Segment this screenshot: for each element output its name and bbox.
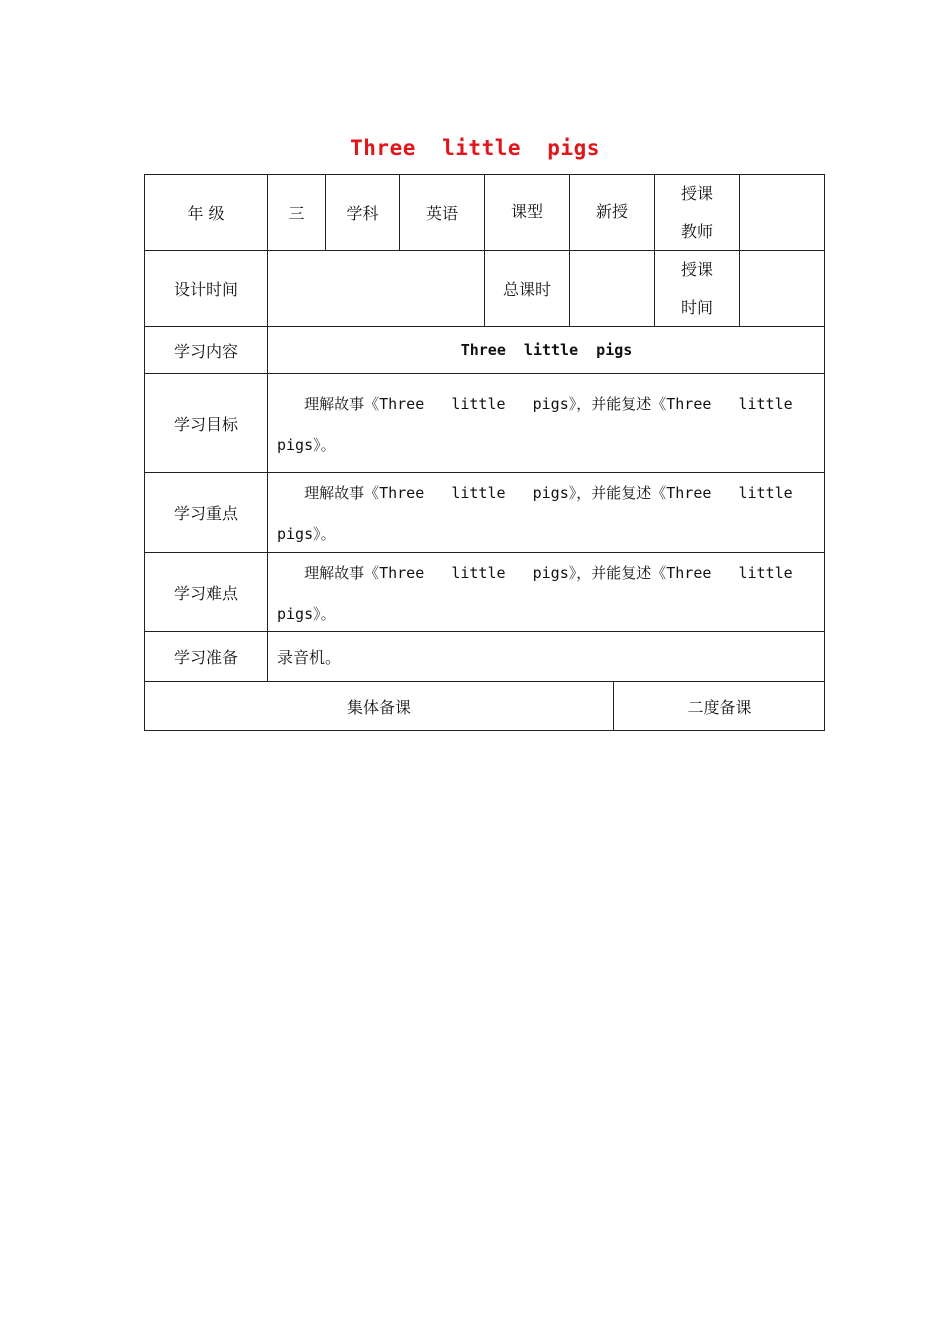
lesson-plan-table <box>144 174 825 731</box>
goal-label: 学习目标 <box>145 374 268 473</box>
teacher-label-line2: 教师 <box>680 221 713 241</box>
total-hours-label: 总课时 <box>485 251 570 327</box>
lesson-type-label: 课型 <box>485 175 570 251</box>
grade-label: 年 级 <box>145 175 268 251</box>
design-time-label: 设计时间 <box>145 251 268 327</box>
teacher-label-line1: 授课 <box>680 183 713 203</box>
teacher-label <box>655 175 740 251</box>
subject-value: 英语 <box>400 175 485 251</box>
grade-value: 三 <box>268 175 326 251</box>
design-time-value <box>268 251 485 327</box>
collective-prep-header: 集体备课 <box>145 682 614 730</box>
key-point-value: 理解故事《Three little pigs》，并能复述《Three little pigs》。 <box>268 473 825 553</box>
preparation-label: 学习准备 <box>145 632 268 682</box>
class-time-label-line1: 授课 <box>680 259 713 279</box>
difficulty-value: 理解故事《Three little pigs》，并能复述《Three little pigs》。 <box>268 553 825 632</box>
difficulty-label: 学习难点 <box>145 553 268 632</box>
class-time-label-line2: 时间 <box>680 297 713 317</box>
content-label: 学习内容 <box>145 327 268 374</box>
second-prep-header: 二度备课 <box>687 697 752 717</box>
teacher-value <box>740 175 825 251</box>
page-title: Three little pigs <box>350 136 600 160</box>
subject-label: 学科 <box>326 175 400 251</box>
preparation-value: 录音机。 <box>268 632 825 682</box>
lesson-type-value: 新授 <box>570 175 655 251</box>
total-hours-value <box>570 251 655 327</box>
goal-value: 理解故事《Three little pigs》，并能复述《Three little pigs》。 <box>268 374 825 473</box>
class-time-value <box>740 251 825 327</box>
key-point-label: 学习重点 <box>145 473 268 553</box>
content-value: Three little pigs <box>268 327 825 374</box>
class-time-label <box>655 251 740 327</box>
